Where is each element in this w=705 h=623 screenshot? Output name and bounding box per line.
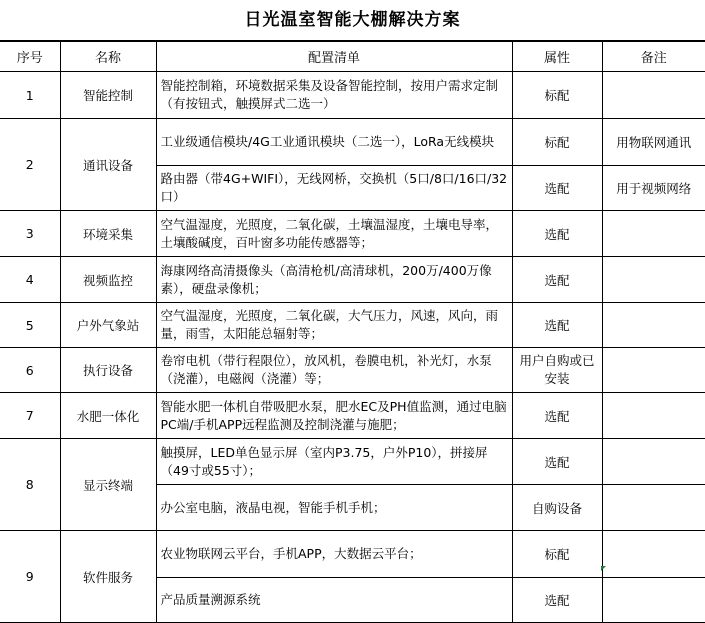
cell-remark[interactable] — [602, 303, 705, 348]
cell-attr[interactable]: 标配 — [512, 119, 602, 166]
cell-name[interactable]: 户外气象站 — [60, 303, 156, 348]
table-row — [0, 531, 705, 578]
cell-remark[interactable] — [602, 72, 705, 119]
cell-attr[interactable]: 自购设备 — [512, 485, 602, 531]
cell-no[interactable]: 4 — [0, 257, 60, 303]
cell-remark[interactable] — [602, 439, 705, 485]
cell-attr[interactable]: 选配 — [512, 578, 602, 623]
cell-remark[interactable]: 用物联网通讯 — [602, 119, 705, 166]
cell-config[interactable]: 空气温湿度，光照度，二氧化碳，土壤温湿度，土壤电导率，土壤酸碱度，百叶窗多功能传感器等； — [156, 211, 512, 257]
cell-attr[interactable]: 选配 — [512, 303, 602, 348]
comment-indicator-icon — [601, 566, 606, 571]
cell-attr[interactable]: 选配 — [512, 257, 602, 303]
cell-config[interactable]: 办公室电脑，液晶电视，智能手机手机； — [156, 485, 512, 531]
header-row — [0, 42, 705, 72]
cell-no[interactable]: 6 — [0, 348, 60, 393]
cell-name[interactable]: 通讯设备 — [60, 119, 156, 211]
cell-config[interactable]: 农业物联网云平台，手机APP，大数据云平台； — [156, 531, 512, 578]
cell-config[interactable]: 智能控制箱，环境数据采集及设备智能控制，按用户需求定制（有按钮式，触摸屏式二选一） — [156, 72, 512, 119]
table-row — [0, 119, 705, 166]
cell-name[interactable]: 智能控制 — [60, 72, 156, 119]
table-row — [0, 72, 705, 119]
cell-name[interactable]: 水肥一体化 — [60, 393, 156, 439]
solution-table — [0, 41, 705, 623]
cell-no[interactable]: 2 — [0, 119, 60, 211]
cell-config[interactable]: 卷帘电机（带行程限位），放风机，卷膜电机，补光灯，水泵（浇灌），电磁阀（浇灌）等； — [156, 348, 512, 393]
cell-remark[interactable] — [602, 485, 705, 531]
table-row — [0, 303, 705, 348]
cell-config[interactable]: 产品质量溯源系统 — [156, 578, 512, 623]
cell-no[interactable]: 3 — [0, 211, 60, 257]
cell-name[interactable]: 视频监控 — [60, 257, 156, 303]
cell-config[interactable]: 路由器（带4G+WIFI），无线网桥，交换机（5口/8口/16口/32口） — [156, 166, 512, 211]
cell-config[interactable]: 工业级通信模块/4G工业通讯模块（二选一），LoRa无线模块 — [156, 119, 512, 166]
cell-no[interactable]: 1 — [0, 72, 60, 119]
cell-remark[interactable]: 用于视频网络 — [602, 166, 705, 211]
table-row — [0, 257, 705, 303]
cell-attr[interactable]: 标配 — [512, 72, 602, 119]
cell-name[interactable]: 软件服务 — [60, 531, 156, 623]
cell-remark[interactable] — [602, 531, 705, 578]
cell-no[interactable]: 8 — [0, 439, 60, 531]
cell-config[interactable]: 空气温湿度，光照度，二氧化碳，大气压力，风速，风向，雨量，雨雪，太阳能总辐射等； — [156, 303, 512, 348]
table-row — [0, 348, 705, 393]
cell-no[interactable]: 5 — [0, 303, 60, 348]
cell-config[interactable]: 触摸屏，LED单色显示屏（室内P3.75，户外P10），拼接屏（49寸或55寸）； — [156, 439, 512, 485]
cell-no[interactable]: 7 — [0, 393, 60, 439]
cell-remark[interactable] — [602, 578, 705, 623]
cell-config[interactable]: 智能水肥一体机自带吸肥水泵，肥水EC及PH值监测，通过电脑PC端/手机APP远程监测及控制浇灌与施肥； — [156, 393, 512, 439]
cell-remark[interactable] — [602, 348, 705, 393]
cell-no[interactable]: 9 — [0, 531, 60, 623]
cell-remark[interactable] — [602, 257, 705, 303]
header-attr[interactable]: 属性 — [512, 42, 602, 72]
cell-attr[interactable]: 选配 — [512, 166, 602, 211]
header-name[interactable]: 名称 — [60, 42, 156, 72]
cell-remark[interactable] — [602, 393, 705, 439]
cell-config[interactable]: 海康网络高清摄像头（高清枪机/高清球机，200万/400万像素），硬盘录像机； — [156, 257, 512, 303]
table-row — [0, 211, 705, 257]
cell-attr[interactable]: 用户自购或已安装 — [512, 348, 602, 393]
table-row — [0, 439, 705, 485]
cell-name[interactable]: 执行设备 — [60, 348, 156, 393]
header-config[interactable]: 配置清单 — [156, 42, 512, 72]
header-remark[interactable]: 备注 — [602, 42, 705, 72]
cell-attr[interactable]: 选配 — [512, 211, 602, 257]
cell-name[interactable]: 环境采集 — [60, 211, 156, 257]
header-no[interactable]: 序号 — [0, 42, 60, 72]
cell-name[interactable]: 显示终端 — [60, 439, 156, 531]
cell-attr[interactable]: 标配 — [512, 531, 602, 578]
cell-remark[interactable] — [602, 211, 705, 257]
cell-attr[interactable]: 选配 — [512, 439, 602, 485]
cell-attr[interactable]: 选配 — [512, 393, 602, 439]
table-row — [0, 393, 705, 439]
sheet-title: 日光温室智能大棚解决方案 — [0, 0, 705, 41]
